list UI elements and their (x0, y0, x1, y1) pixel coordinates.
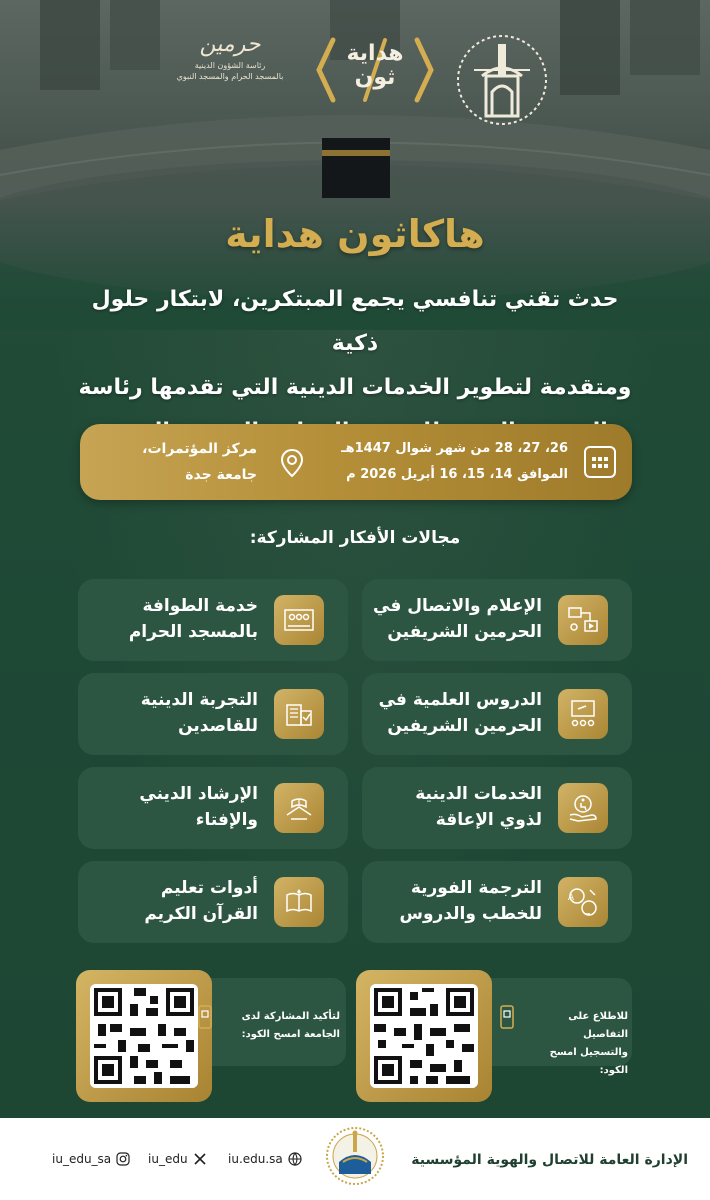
track-line2: للخطب والدروس (399, 904, 542, 924)
instagram-handle-text: iu_edu_sa (52, 1152, 112, 1166)
presidency-caption-line2: بالمسجد الحرام والمسجد النبوي (176, 72, 284, 81)
confirm-qr-code[interactable] (76, 970, 212, 1102)
track-card-media (362, 579, 632, 661)
track-line2: والإفتاء (195, 810, 258, 830)
track-card-experience (78, 673, 348, 755)
footer-instagram[interactable] (52, 1152, 130, 1166)
footer-department: الإدارة العامة للاتصال والهوية المؤسسية (411, 1152, 688, 1168)
track-line1: الإعلام والاتصال في (373, 596, 542, 616)
track-card-quran-tools (78, 861, 348, 943)
track-line2: بالمسجد الحرام (128, 622, 258, 642)
track-card-translation (362, 861, 632, 943)
date-hijri: 26، 27، 28 من شهر شوال 1447هـ (341, 441, 568, 456)
footer-x[interactable] (148, 1152, 207, 1166)
track-line2: الحرمين الشريفين (387, 716, 542, 736)
track-label (88, 781, 258, 833)
intro-line2: ومتقدمة لتطوير الخدمات الدينية التي تقدمها رئاسة (78, 375, 632, 400)
track-line1: الخدمات الدينية (415, 784, 542, 804)
track-card-guidance (78, 767, 348, 849)
hidaya-logo-line2: ثون (354, 65, 396, 90)
details-caption-line2: والتسجيل امسح الكود: (549, 1047, 628, 1076)
page-title: هاكاثون هداية (225, 212, 485, 256)
track-label (88, 875, 258, 927)
svg-text:A: A (567, 893, 574, 903)
details-qr-code[interactable] (356, 970, 492, 1102)
accessibility-icon (558, 783, 608, 833)
intro-line1: حدث تقني تنافسي يجمع المبتكرين، لابتكار حلول ذكية (91, 287, 619, 356)
track-line2: القرآن الكريم (144, 904, 258, 924)
track-line1: الدروس العلمية في (378, 690, 542, 710)
track-line2: لذوي الإعاقة (435, 810, 542, 830)
track-line1: الترجمة الفورية (410, 878, 542, 898)
track-label (372, 687, 542, 739)
quran-icon (274, 877, 324, 927)
track-line1: التجربة الدينية (140, 690, 258, 710)
website-text: iu.edu.sa (228, 1152, 283, 1166)
lesson-icon (558, 689, 608, 739)
track-label (372, 593, 542, 645)
footer-website[interactable] (228, 1152, 302, 1166)
track-line1: خدمة الطوافة (142, 596, 258, 616)
hidaya-thon-logo (305, 30, 445, 90)
translation-icon (558, 877, 608, 927)
instagram-icon (116, 1152, 130, 1166)
event-location (117, 436, 257, 488)
track-label (372, 781, 542, 833)
media-icon (558, 595, 608, 645)
track-card-lessons (362, 673, 632, 755)
track-card-accessibility (362, 767, 632, 849)
track-label (88, 687, 258, 739)
globe-icon (288, 1152, 302, 1166)
footer (0, 1118, 710, 1200)
track-card-tawafa (78, 579, 348, 661)
confirm-caption-line2: الجامعة امسح الكود: (241, 1029, 340, 1040)
track-line2: الحرمين الشريفين (387, 622, 542, 642)
calendar-icon (584, 446, 616, 478)
location-line2: جامعة جدة (185, 467, 257, 483)
confirm-caption-line1: لتأكيد المشاركة لدى (241, 1011, 340, 1022)
details-caption-line1: للاطلاع على التفاصيل (568, 1011, 628, 1040)
header-logos (0, 20, 710, 130)
track-line2: للقاصدين (178, 716, 258, 736)
confirm-qr-caption (222, 1008, 340, 1044)
x-handle-text: iu_edu (148, 1152, 188, 1166)
date-gregorian: الموافق 14، 15، 16 أبريل 2026 م (346, 467, 568, 482)
x-icon (193, 1152, 207, 1166)
track-line1: أدوات تعليم (160, 878, 258, 898)
track-label (372, 875, 542, 927)
event-info-bar (80, 424, 632, 500)
presidency-logo (160, 30, 300, 82)
details-qr-caption (524, 1008, 628, 1080)
hidaya-logo-line1: هداية (346, 41, 404, 66)
scan-phone-icon (194, 1004, 216, 1030)
scan-phone-icon (496, 1004, 518, 1030)
university-emblem-icon (323, 1122, 387, 1198)
event-dates (318, 436, 568, 488)
tracks-heading: مجالات الأفكار المشاركة: (249, 528, 461, 548)
location-pin-icon (280, 448, 304, 478)
presidency-caption-line1: رئاسة الشؤون الدينية (194, 61, 266, 70)
experience-icon (274, 689, 324, 739)
location-line1: مركز المؤتمرات، (142, 441, 257, 457)
presidency-mosque-emblem-icon (452, 30, 552, 130)
qr-pattern (90, 984, 198, 1088)
track-line1: الإرشاد الديني (139, 784, 258, 804)
quran-stand-icon (274, 783, 324, 833)
presidency-logo-word: حرمين (199, 32, 261, 57)
tawafa-icon (274, 595, 324, 645)
qr-pattern (370, 984, 478, 1088)
track-label (88, 593, 258, 645)
